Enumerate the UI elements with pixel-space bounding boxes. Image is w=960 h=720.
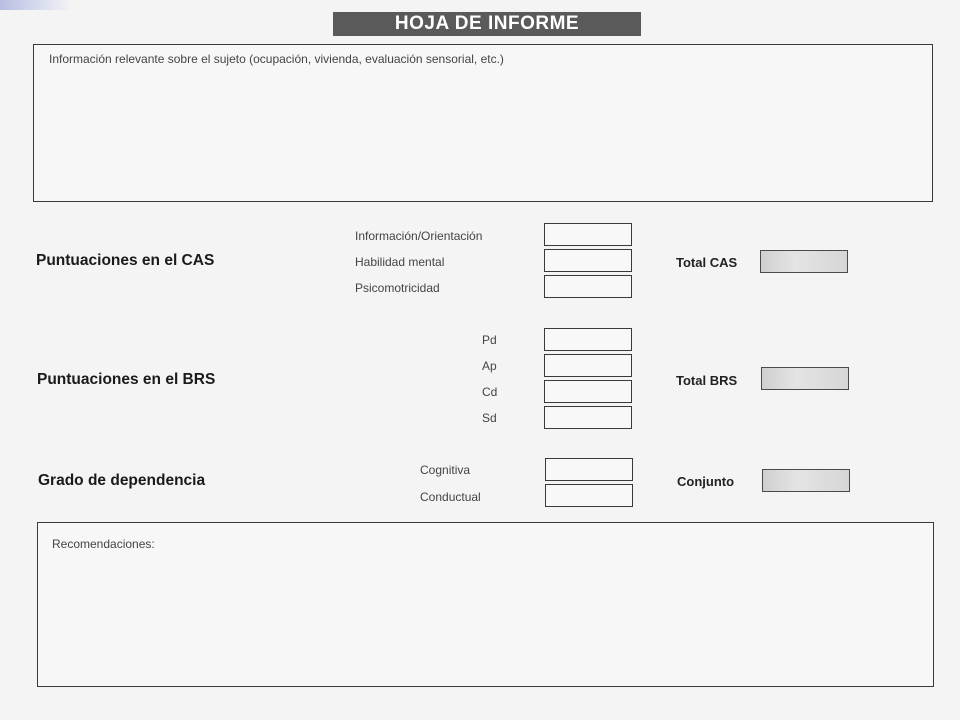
cas-item-label-orientacion: Información/Orientación xyxy=(355,229,483,243)
subject-info-label: Información relevante sobre el sujeto (ocupación, vivienda, evaluación sensorial, etc.) xyxy=(49,52,504,66)
cas-orientacion-score-field[interactable] xyxy=(544,223,632,246)
dependencia-section-label: Grado de dependencia xyxy=(38,472,206,489)
cas-item-label-psicomotricidad: Psicomotricidad xyxy=(355,281,440,295)
dependencia-conductual-field[interactable] xyxy=(545,484,633,507)
dependencia-item-label-conductual: Conductual xyxy=(420,490,481,504)
dependencia-cognitiva-field[interactable] xyxy=(545,458,633,481)
total-brs-label: Total BRS xyxy=(676,373,738,388)
brs-ap-score-field[interactable] xyxy=(544,354,632,377)
brs-cd-score-field[interactable] xyxy=(544,380,632,403)
brs-item-label-ap: Ap xyxy=(482,359,497,373)
page-title: HOJA DE INFORME xyxy=(333,12,641,36)
conjunto-label: Conjunto xyxy=(677,474,735,489)
corner-decoration xyxy=(0,0,72,10)
total-brs-field[interactable] xyxy=(761,367,849,390)
brs-item-label-sd: Sd xyxy=(482,411,497,425)
total-cas-label: Total CAS xyxy=(676,255,738,270)
brs-section-label: Puntuaciones en el BRS xyxy=(37,371,216,388)
brs-pd-score-field[interactable] xyxy=(544,328,632,351)
subject-info-box[interactable] xyxy=(33,44,933,202)
brs-sd-score-field[interactable] xyxy=(544,406,632,429)
total-cas-field[interactable] xyxy=(760,250,848,273)
dependencia-item-label-cognitiva: Cognitiva xyxy=(420,463,471,477)
cas-psicomotricidad-score-field[interactable] xyxy=(544,275,632,298)
conjunto-field[interactable] xyxy=(762,469,850,492)
recommendations-label: Recomendaciones: xyxy=(52,537,155,551)
cas-habilidad-score-field[interactable] xyxy=(544,249,632,272)
brs-item-label-cd: Cd xyxy=(482,385,498,399)
cas-section-label: Puntuaciones en el CAS xyxy=(36,252,215,269)
cas-item-label-habilidad: Habilidad mental xyxy=(355,255,445,269)
recommendations-box[interactable] xyxy=(37,522,934,687)
brs-item-label-pd: Pd xyxy=(482,333,497,347)
